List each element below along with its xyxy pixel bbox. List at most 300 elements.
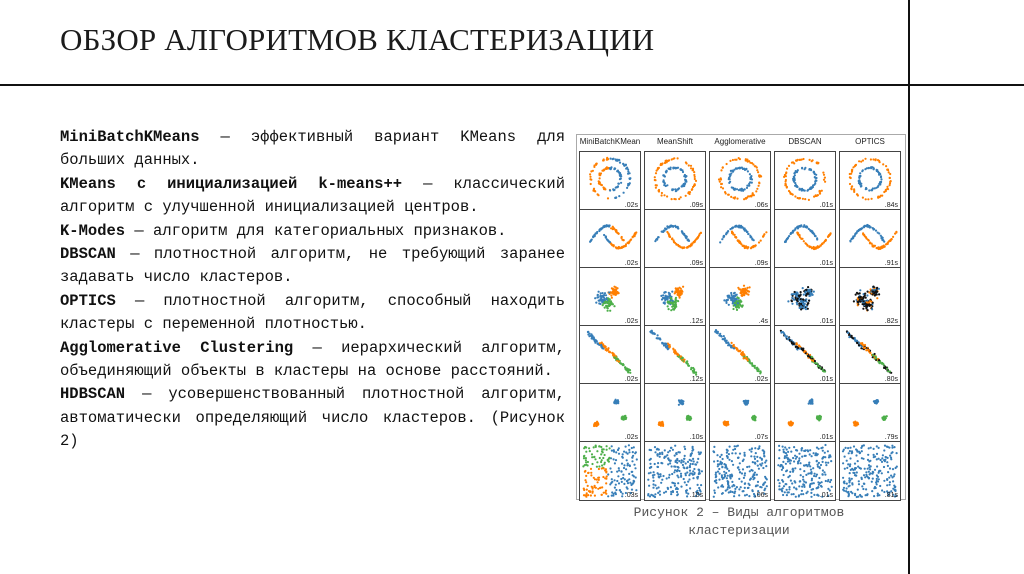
scatter-point [601, 448, 603, 450]
scatter-point [598, 181, 600, 183]
scatter-point [744, 474, 746, 476]
scatter-point [627, 371, 629, 373]
scatter-point [602, 292, 604, 294]
scatter-point [809, 400, 811, 402]
scatter-point [607, 305, 609, 307]
scatter-panel [839, 209, 901, 269]
scatter-point [746, 287, 748, 289]
scatter-point [700, 451, 702, 453]
scatter-point [860, 301, 862, 303]
scatter-point [847, 332, 849, 334]
scatter-point [594, 458, 596, 460]
scatter-point [718, 334, 720, 336]
scatter-point [618, 159, 620, 161]
scatter-point [798, 453, 800, 455]
scatter-point [809, 294, 811, 296]
scatter-point [858, 480, 860, 482]
scatter-point [865, 488, 867, 490]
scatter-point [749, 470, 751, 472]
runtime-label: .91s [884, 260, 898, 267]
scatter-point [892, 236, 894, 238]
scatter-point [670, 297, 672, 299]
scatter-point [877, 480, 879, 482]
scatter-point [809, 486, 811, 488]
scatter-point [680, 473, 682, 475]
scatter-point [890, 457, 892, 459]
scatter-point [848, 477, 850, 479]
scatter-point [785, 183, 787, 185]
scatter-point [671, 473, 673, 475]
scatter-point [812, 467, 814, 469]
scatter-point [849, 463, 851, 465]
scatter-point [793, 493, 795, 495]
scatter-point [691, 472, 693, 474]
scatter-point [694, 241, 696, 243]
scatter-point [794, 174, 796, 176]
scatter-point [752, 476, 754, 478]
scatter-point [871, 490, 873, 492]
scatter-point [626, 459, 628, 461]
scatter-point [823, 471, 825, 473]
scatter-point [738, 469, 740, 471]
scatter-point [857, 301, 859, 303]
scatter-point [665, 228, 667, 230]
scatter-point [874, 245, 876, 247]
scatter-point [861, 450, 863, 452]
scatter-point [615, 400, 617, 402]
scatter-point [625, 468, 627, 470]
scatter-point [869, 352, 871, 354]
scatter-point [674, 290, 676, 292]
scatter-point [627, 463, 629, 465]
scatter-point [883, 416, 885, 418]
scatter-point [797, 292, 799, 294]
scatter-point [659, 494, 661, 496]
scatter-point [875, 230, 877, 232]
scatter-point [656, 487, 658, 489]
scatter-point [867, 459, 869, 461]
scatter-point [867, 468, 869, 470]
scatter-point [854, 467, 856, 469]
scatter-point [747, 290, 749, 292]
scatter-point [880, 175, 882, 177]
scatter-point [654, 446, 656, 448]
scatter-point [889, 370, 891, 372]
scatter-point [799, 462, 801, 464]
scatter-point [785, 452, 787, 454]
scatter-point [594, 423, 596, 425]
scatter-panel [709, 441, 771, 501]
scatter-point [590, 179, 592, 181]
scatter-point [878, 494, 880, 496]
scatter-point [728, 177, 730, 179]
scatter-point [721, 335, 723, 337]
scatter-point [752, 490, 754, 492]
scatter-point [762, 236, 764, 238]
scatter-point [713, 446, 715, 448]
scatter-point [824, 452, 826, 454]
scatter-point [870, 167, 872, 169]
scatter-point [851, 478, 853, 480]
scatter-point [598, 465, 600, 467]
scatter-point [866, 494, 868, 496]
scatter-point [663, 230, 665, 232]
scatter-point [744, 188, 746, 190]
scatter-point [795, 170, 797, 172]
runtime-label: .79s [884, 434, 898, 441]
scatter-point [721, 493, 723, 495]
scatter-point [588, 335, 590, 337]
scatter-point [618, 447, 620, 449]
scatter-point [816, 416, 818, 418]
term: Agglomerative Clustering [60, 338, 294, 357]
scatter-point [862, 488, 864, 490]
scatter-point [722, 166, 724, 168]
scatter-point [586, 492, 588, 494]
scatter-point [888, 477, 890, 479]
scatter-point [805, 308, 807, 310]
scatter-point [715, 472, 717, 474]
scatter-point [737, 300, 739, 302]
scatter-point [668, 308, 670, 310]
scatter-point [813, 291, 815, 293]
scatter-point [804, 450, 806, 452]
scatter-point [851, 452, 853, 454]
scatter-point [744, 494, 746, 496]
scatter-point [621, 236, 623, 238]
scatter-point [820, 245, 822, 247]
scatter-point [693, 368, 695, 370]
scatter-point [878, 232, 880, 234]
scatter-point [672, 348, 674, 350]
scatter-point [744, 487, 746, 489]
scatter-point [814, 183, 816, 185]
scatter-point [759, 175, 761, 177]
scatter-point [893, 446, 895, 448]
scatter-point [879, 485, 881, 487]
scatter-point [871, 481, 873, 483]
scatter-point [787, 338, 789, 340]
scatter-point [798, 494, 800, 496]
scatter-point [732, 233, 734, 235]
scatter-point [887, 446, 889, 448]
scatter-point [800, 225, 802, 227]
scatter-point [883, 480, 885, 482]
scatter-point [823, 179, 825, 181]
scatter-point [671, 306, 673, 308]
scatter-point [843, 449, 845, 451]
scatter-point [819, 191, 821, 193]
scatter-point [793, 446, 795, 448]
scatter-point [818, 466, 820, 468]
scatter-point [735, 445, 737, 447]
scatter-point [863, 296, 865, 298]
scatter-point [677, 227, 679, 229]
scatter-point [611, 352, 613, 354]
scatter-point [746, 231, 748, 233]
scatter-point [727, 475, 729, 477]
scatter-point [723, 335, 725, 337]
scatter-point [694, 176, 696, 178]
scatter-point [813, 172, 815, 174]
scatter-point [856, 193, 858, 195]
scatter-point [587, 494, 589, 496]
scatter-point [605, 294, 607, 296]
scatter-point [789, 339, 791, 341]
scatter-point [611, 478, 613, 480]
scatter-point [790, 233, 792, 235]
scatter-panel [579, 267, 641, 327]
scatter-point [763, 233, 765, 235]
scatter-point [666, 225, 668, 227]
scatter-point [752, 193, 754, 195]
runtime-label: .09s [689, 260, 703, 267]
scatter-point [654, 493, 656, 495]
scatter-point [727, 483, 729, 485]
scatter-point [744, 483, 746, 485]
scatter-point [595, 302, 597, 304]
scatter-point [853, 472, 855, 474]
scatter-point [680, 288, 682, 290]
scatter-point [684, 448, 686, 450]
scatter-point [872, 286, 874, 288]
scatter-point [878, 246, 880, 248]
runtime-label: .10s [689, 492, 703, 499]
scatter-point [628, 444, 630, 446]
scatter-point [894, 489, 896, 491]
scatter-point [697, 458, 699, 460]
scatter-point [816, 362, 818, 364]
scatter-point [605, 478, 607, 480]
scatter-point [695, 180, 697, 182]
scatter-point [606, 225, 608, 227]
scatter-point [778, 449, 780, 451]
scatter-point [787, 451, 789, 453]
scatter-point [690, 244, 692, 246]
scatter-point [868, 167, 870, 169]
scatter-point [609, 241, 611, 243]
scatter-point [608, 298, 610, 300]
scatter-point [896, 466, 898, 468]
scatter-point [791, 303, 793, 305]
scatter-point [730, 292, 732, 294]
scatter-point [799, 159, 801, 161]
scatter-point [630, 484, 632, 486]
scatter-point [683, 458, 685, 460]
scatter-point [818, 448, 820, 450]
scatter-panel [839, 151, 901, 211]
scatter-point [787, 457, 789, 459]
scatter-point [681, 246, 683, 248]
scatter-point [856, 471, 858, 473]
scatter-point [622, 453, 624, 455]
scatter-point [594, 297, 596, 299]
scatter-point [593, 164, 595, 166]
scatter-point [649, 467, 651, 469]
scatter-point [860, 495, 862, 497]
scatter-point [720, 169, 722, 171]
scatter-point [588, 333, 590, 335]
scatter-point [889, 455, 891, 457]
scatter-point [753, 245, 755, 247]
scatter-point [685, 179, 687, 181]
scatter-point [750, 247, 752, 249]
scatter-point [677, 466, 679, 468]
scatter-point [788, 486, 790, 488]
scatter-point [688, 478, 690, 480]
scatter-point [733, 347, 735, 349]
scatter-point [692, 168, 694, 170]
scatter-point [672, 490, 674, 492]
scatter-point [621, 463, 623, 465]
scatter-point [782, 449, 784, 451]
scatter-point [670, 447, 672, 449]
scatter-point [717, 465, 719, 467]
scatter-point [878, 183, 880, 185]
scatter-point [602, 296, 604, 298]
scatter-point [811, 478, 813, 480]
scatter-point [667, 463, 669, 465]
scatter-point [615, 196, 617, 198]
scatter-point [816, 474, 818, 476]
scatter-point [814, 235, 816, 237]
scatter-point [857, 460, 859, 462]
scatter-point [798, 485, 800, 487]
scatter-point [749, 286, 751, 288]
scatter-point [866, 299, 868, 301]
scatter-point [732, 491, 734, 493]
scatter-point [822, 172, 824, 174]
scatter-point [764, 461, 766, 463]
scatter-point [868, 291, 870, 293]
scatter-point [781, 331, 783, 333]
scatter-point [889, 182, 891, 184]
scatter-point [791, 293, 793, 295]
scatter-point [858, 177, 860, 179]
scatter-point [595, 232, 597, 234]
scatter-point [690, 165, 692, 167]
scatter-point [788, 190, 790, 192]
scatter-point [853, 300, 855, 302]
scatter-point [759, 370, 761, 372]
scatter-point [743, 402, 745, 404]
scatter-point [734, 225, 736, 227]
scatter-point [746, 159, 748, 161]
scatter-point [740, 300, 742, 302]
scatter-point [851, 188, 853, 190]
scatter-point [863, 300, 865, 302]
scatter-point [732, 345, 734, 347]
scatter-point [799, 468, 801, 470]
scatter-panel [709, 267, 771, 327]
term: MiniBatchKMeans [60, 128, 200, 146]
scatter-point [749, 173, 751, 175]
scatter-point [889, 240, 891, 242]
scatter-point [791, 297, 793, 299]
scatter-point [673, 309, 675, 311]
scatter-point [732, 302, 734, 304]
scatter-point [859, 452, 861, 454]
scatter-point [800, 308, 802, 310]
scatter-point [629, 465, 631, 467]
scatter-point [730, 196, 732, 198]
scatter-point [755, 452, 757, 454]
scatter-point [884, 459, 886, 461]
scatter-point [881, 489, 883, 491]
scatter-point [846, 460, 848, 462]
scatter-point [868, 349, 870, 351]
scatter-point [813, 475, 815, 477]
scatter-point [799, 480, 801, 482]
scatter-point [878, 478, 880, 480]
scatter-point [756, 169, 758, 171]
scatter-point [752, 478, 754, 480]
scatter-point [603, 467, 605, 469]
scatter-point [601, 301, 603, 303]
scatter-point [750, 236, 752, 238]
scatter-point [824, 456, 826, 458]
scatter-point [877, 159, 879, 161]
scatter-point [596, 461, 598, 463]
scatter-point [659, 453, 661, 455]
scatter-point [713, 489, 715, 491]
scatter-point [737, 467, 739, 469]
scatter-point [659, 473, 661, 475]
scatter-point [879, 161, 881, 163]
scatter-point [685, 236, 687, 238]
scatter-point [691, 452, 693, 454]
scatter-point [889, 484, 891, 486]
scatter-point [873, 454, 875, 456]
runtime-label: .84s [884, 202, 898, 209]
scatter-point [873, 495, 875, 497]
scatter-point [795, 496, 797, 498]
scatter-point [717, 471, 719, 473]
scatter-point [598, 468, 600, 470]
scatter-point [736, 198, 738, 200]
scatter-point [800, 238, 802, 240]
scatter-point [735, 168, 737, 170]
scatter-point [736, 188, 738, 190]
scatter-point [804, 167, 806, 169]
scatter-point [878, 447, 880, 449]
scatter-point [867, 301, 869, 303]
scatter-point [859, 292, 861, 294]
scatter-point [667, 487, 669, 489]
scatter-point [669, 450, 671, 452]
runtime-label: .02s [624, 202, 638, 209]
scatter-point [603, 188, 605, 190]
column-header-agglomerative: Agglomerative [714, 137, 766, 146]
scatter-point [859, 172, 861, 174]
runtime-label: .03s [624, 492, 638, 499]
scatter-point [795, 346, 797, 348]
scatter-point [663, 301, 665, 303]
scatter-point [785, 483, 787, 485]
scatter-point [786, 494, 788, 496]
scatter-point [681, 184, 683, 186]
scatter-point [726, 455, 728, 457]
scatter-point [600, 453, 602, 455]
scatter-point [590, 183, 592, 185]
scatter-point [657, 453, 659, 455]
scatter-point [662, 162, 664, 164]
scatter-point [808, 355, 810, 357]
scatter-point [763, 455, 765, 457]
scatter-point [878, 288, 880, 290]
scatter-point [804, 198, 806, 200]
scatter-point [790, 341, 792, 343]
